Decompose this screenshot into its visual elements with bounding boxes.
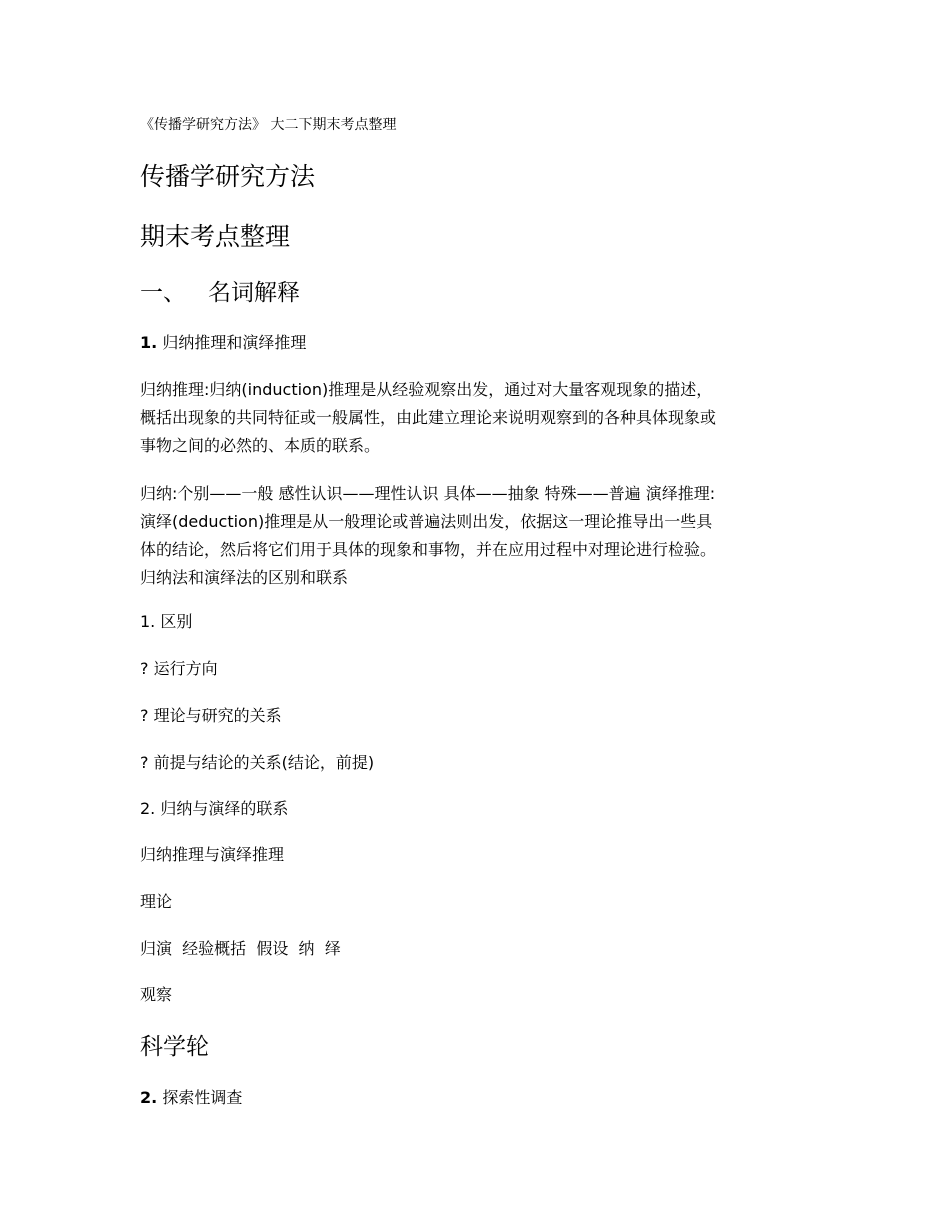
item-number: 2. [140,1088,158,1107]
item-heading [140,335,306,351]
paragraph-line: 概括出现象的共同特征或一般属性，由此建立理论来说明观察到的各种具体现象或 [140,408,717,427]
list-line: 1. 区别 [140,612,193,631]
paragraph-line: 演绎(deduction)推理是从一般理论或普遍法则出发，依据这一理论推导出一些具 [140,512,713,531]
list-line: 归演 经验概括 假设 纳 绎 [140,939,341,958]
list-line: 观察 [140,985,173,1004]
paragraph-line: 归纳推理:归纳(induction)推理是从经验观察出发，通过对大量客观现象的描述， [140,380,713,399]
paragraph-line: 归纳法和演绎法的区别和联系 [140,568,349,587]
paragraph-line: 事物之间的必然的、本质的联系。 [140,436,381,455]
paragraph-deduction [140,480,820,592]
document-title: 传播学研究方法 [140,162,316,191]
list-line: ? 前提与结论的关系(结论，前提) [140,753,375,772]
paragraph-line: 归纳:个别——一般 感性认识——理性认识 具体——抽象 特殊——普遍 演绎推理: [140,484,716,503]
section-heading [140,282,300,305]
paragraph-line: 体的结论，然后将它们用于具体的现象和事物，并在应用过程中对理论进行检验。 [140,540,717,559]
section-marker: 一、 [140,280,186,306]
paragraph-induction [140,376,820,460]
item-title: 探索性调查 [162,1088,243,1107]
list-line: ? 理论与研究的关系 [140,706,282,725]
heading-science-wheel: 科学轮 [140,1034,209,1060]
list-line: 2. 归纳与演绎的联系 [140,799,289,818]
list-line: 理论 [140,892,173,911]
section-title: 名词解释 [208,280,300,306]
list-line: ? 运行方向 [140,659,218,678]
item-title: 归纳推理和演绎推理 [162,333,307,352]
item-heading [140,1090,242,1106]
list-line: 归纳推理与演绎推理 [140,845,285,864]
header-line: 《传播学研究方法》 大二下期末考点整理 [140,117,397,133]
item-number: 1. [140,333,158,352]
document-subtitle: 期末考点整理 [140,222,291,251]
